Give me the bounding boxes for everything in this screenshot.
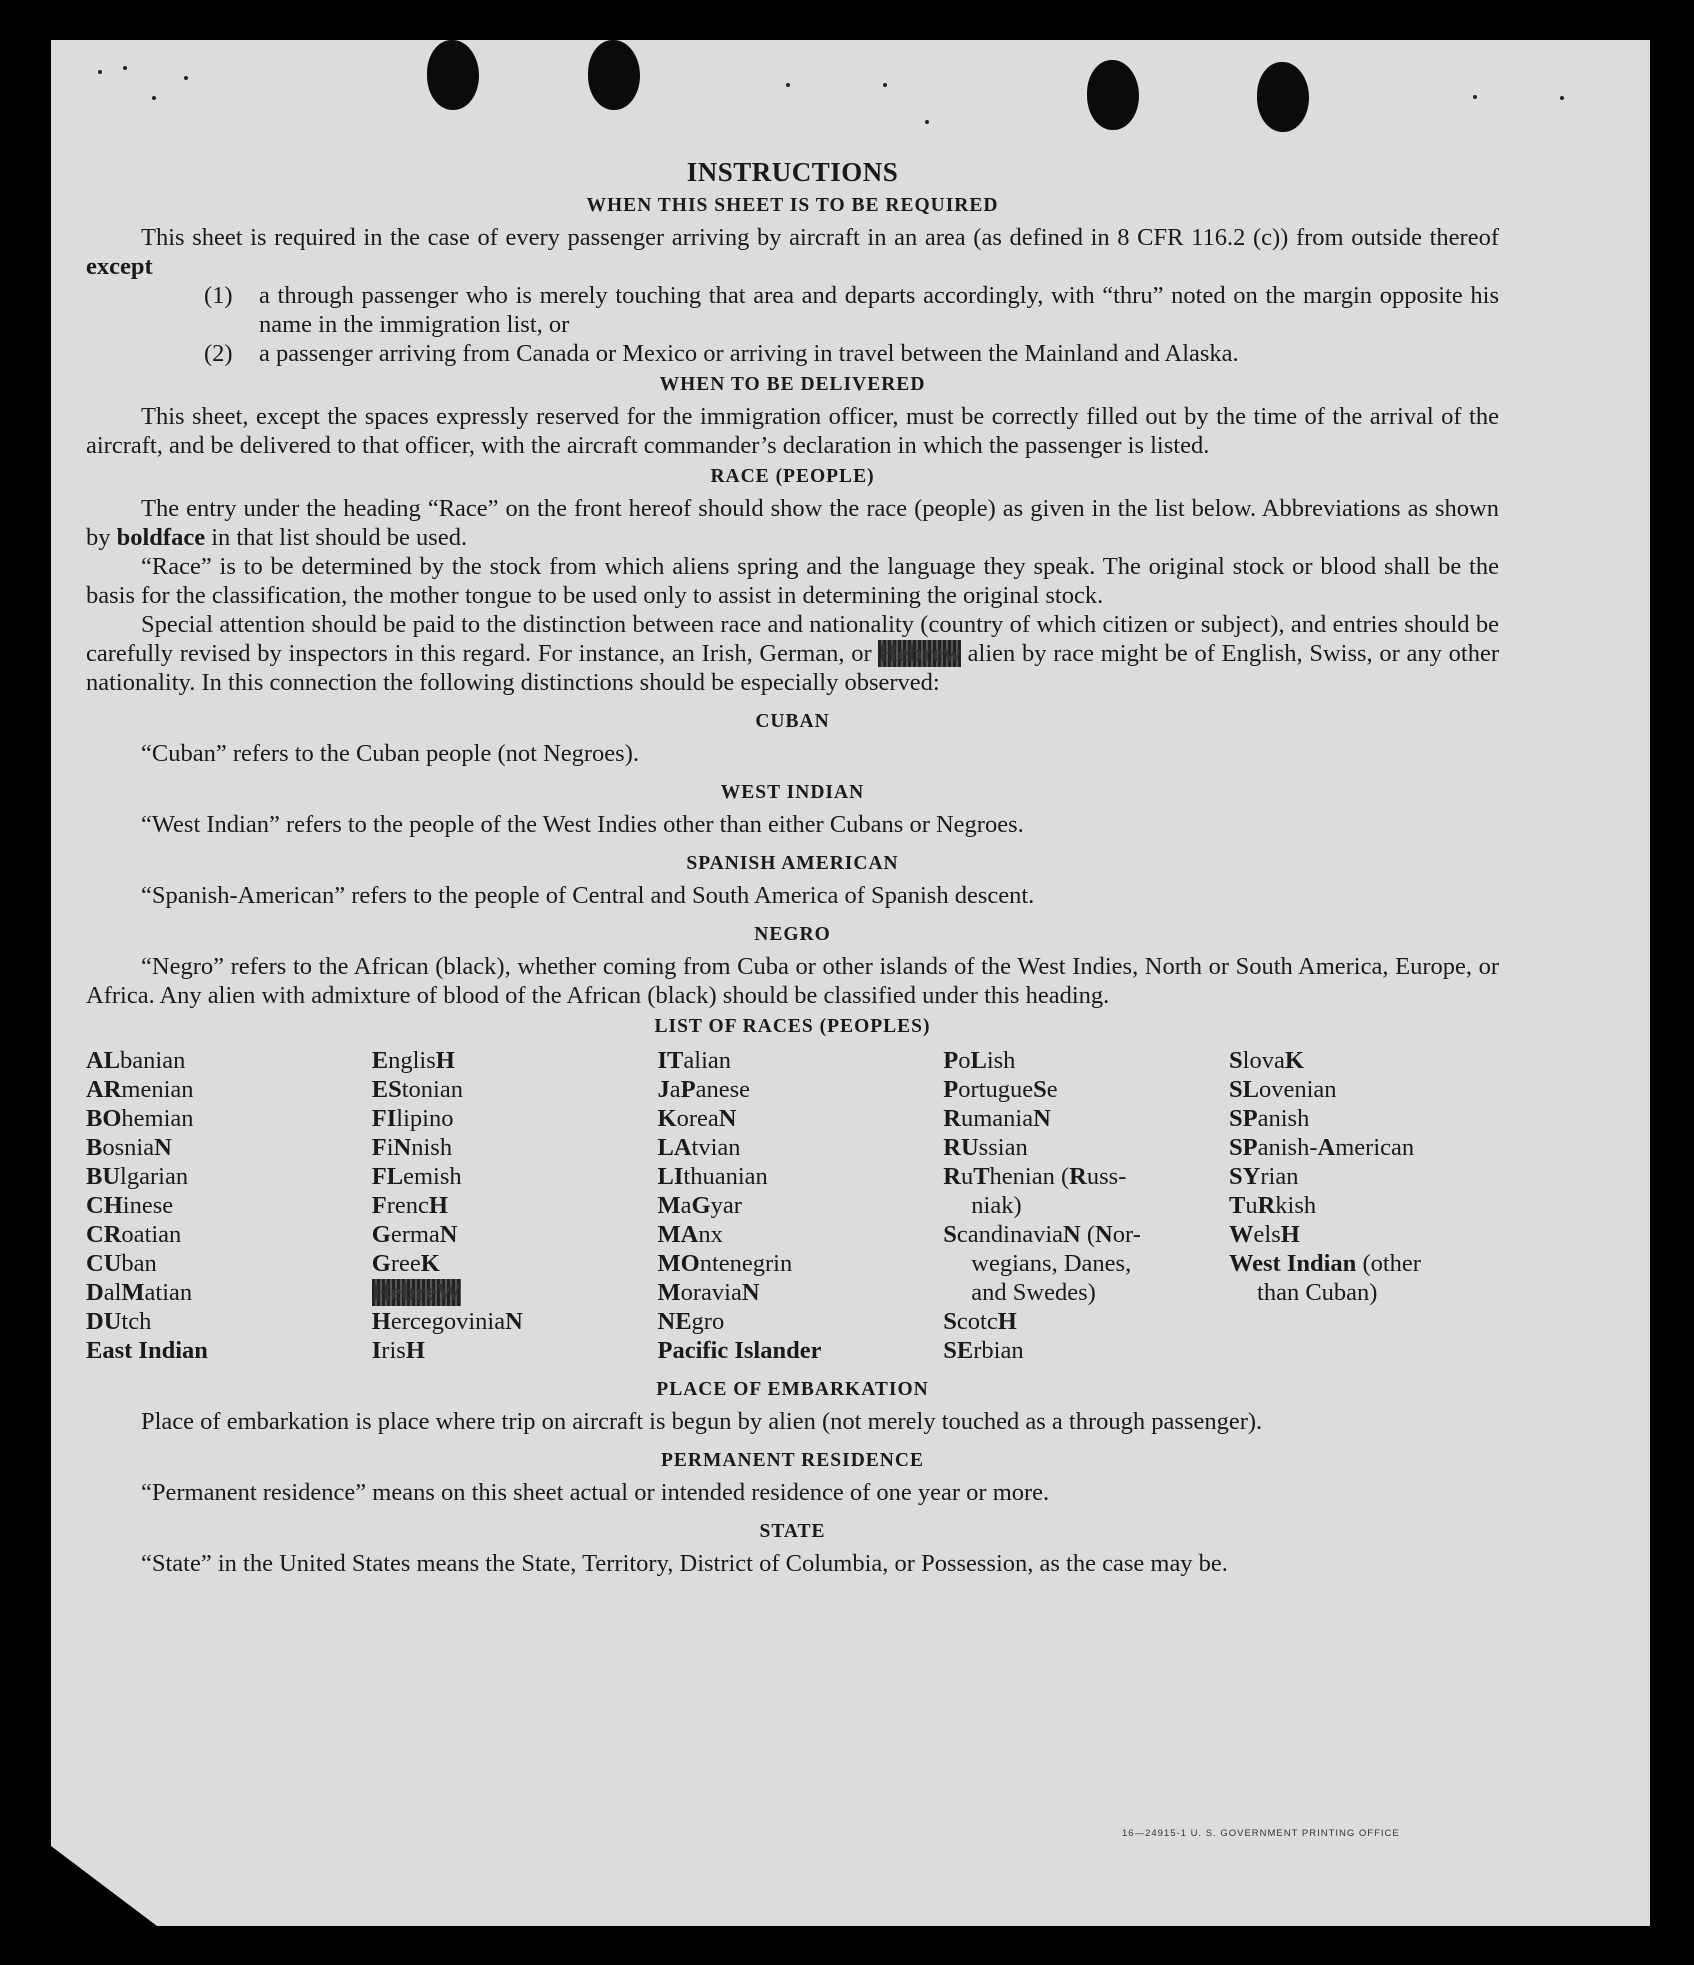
paragraph: “Negro” refers to the African (black), whether coming from Cuba or other islands of the West Indies, North or South America, Europe, or Africa. Any alien with admixture of blood of the African (black) should be classified under this heading. [86, 953, 1499, 1009]
race-entry: RuThenian (Russ- [943, 1163, 1127, 1190]
section-heading: WEST INDIAN [720, 782, 865, 803]
race-entry: LIthuanian [657, 1163, 768, 1190]
race-entry: Pacific Islander [657, 1337, 822, 1364]
section-heading: NEGRO [754, 924, 831, 945]
punch-hole [1087, 60, 1139, 130]
race-column [1229, 1046, 1499, 1365]
race-entry: JaPanese [657, 1076, 751, 1103]
paragraph: This sheet is required in the case of every passenger arriving by aircraft in an area (as defined in 8 CFR 116.2 (c)) from outside thereof except [86, 224, 1499, 280]
paragraph: “State” in the United States means the State, Territory, District of Columbia, or Possession, as the case may be. [141, 1550, 1228, 1577]
race-column [943, 1046, 1213, 1365]
punch-hole [1257, 62, 1309, 132]
race-entry: RumaniaN [943, 1105, 1051, 1132]
struck-word: Hebrew [878, 640, 961, 667]
race-entry: GermaN [371, 1221, 458, 1248]
race-entry: FIlipino [371, 1105, 454, 1132]
section-heading: WHEN TO BE DELIVERED [659, 374, 926, 395]
paragraph: Special attention should be paid to the distinction between race and nationality (country of which citizen or subject), and entries should be carefully revised by inspectors in this regard. For instance, an Irish, German, or Hebrew alien by race might be of English, Swiss, or any other nationality. In this connection the following distinctions should be especially observed: [86, 611, 1499, 696]
paragraph: The entry under the heading “Race” on the front hereof should show the race (people) as given in the list below. Abbreviations as shown by boldface in that list should be used. [86, 495, 1499, 551]
race-entry: CRoatian [86, 1221, 182, 1248]
race-column [658, 1046, 928, 1365]
section-heading: PLACE OF EMBARKATION [656, 1379, 929, 1400]
race-entry: CUban [86, 1250, 157, 1277]
race-entry: West Indian (other [1229, 1250, 1421, 1277]
race-entry: HebreW [371, 1279, 462, 1306]
list-item: (1) a through passenger who is merely touching that area and departs accordingly, with “thru” noted on the margin opposite his name in the immigration list, or [204, 282, 1499, 338]
speck [925, 120, 929, 124]
speck [1473, 95, 1477, 99]
race-entry: and Swedes) [971, 1279, 1096, 1306]
race-entry: PortugueSe [943, 1076, 1058, 1103]
race-entry: MAnx [657, 1221, 723, 1248]
section-heading: STATE [759, 1521, 826, 1542]
punch-hole [588, 40, 640, 110]
section-heading: LIST OF RACES (PEOPLES) [654, 1016, 931, 1037]
race-entry: BOhemian [86, 1105, 194, 1132]
race-list [86, 1046, 1499, 1365]
section-heading: CUBAN [755, 711, 830, 732]
race-entry: WelsH [1229, 1221, 1300, 1248]
instructions-content [86, 158, 1499, 1578]
speck [786, 83, 790, 87]
speck [98, 70, 102, 74]
race-entry: NEgro [657, 1308, 725, 1335]
paragraph: “Permanent residence” means on this sheet actual or intended residence of one year or more. [141, 1479, 1050, 1506]
print-code: 16—24915-1 U. S. GOVERNMENT PRINTING OFFICE [1122, 1828, 1400, 1839]
race-column [372, 1046, 642, 1365]
race-entry: ScandinaviaN (Nor- [943, 1221, 1141, 1248]
speck [152, 96, 156, 100]
section-heading: WHEN THIS SHEET IS TO BE REQUIRED [586, 195, 999, 216]
page-title: INSTRUCTIONS [686, 157, 899, 187]
race-entry: MoraviaN [657, 1279, 760, 1306]
race-entry: East Indian [86, 1337, 208, 1364]
race-entry: PoLish [943, 1047, 1016, 1074]
race-entry: SLovenian [1229, 1076, 1337, 1103]
race-entry: than Cuban) [1257, 1279, 1378, 1306]
list-item: (2) a passenger arriving from Canada or Mexico or arriving in travel between the Mainland and Alaska. [204, 340, 1239, 367]
race-entry: FiNnish [371, 1134, 453, 1161]
race-entry: BUlgarian [86, 1163, 189, 1190]
race-entry: ALbanian [86, 1047, 186, 1074]
race-entry: wegians, Danes, [971, 1250, 1132, 1277]
race-entry: TuRkish [1229, 1192, 1317, 1219]
race-entry: GreeK [371, 1250, 440, 1277]
race-entry: FLemish [371, 1163, 462, 1190]
race-entry: SPanish [1229, 1105, 1310, 1132]
race-entry: MOntenegrin [657, 1250, 793, 1277]
race-entry: MaGyar [657, 1192, 742, 1219]
race-column [86, 1046, 356, 1365]
race-entry: HercegoviniaN [371, 1308, 523, 1335]
race-entry: CHinese [86, 1192, 174, 1219]
race-entry: FrencH [371, 1192, 448, 1219]
paragraph: “Spanish-American” refers to the people of Central and South America of Spanish descent. [141, 882, 1035, 909]
race-entry: RUssian [943, 1134, 1028, 1161]
paragraph: Place of embarkation is place where trip on aircraft is begun by alien (not merely touched as a through passenger). [141, 1408, 1263, 1435]
race-entry: IrisH [371, 1337, 425, 1364]
section-heading: SPANISH AMERICAN [686, 853, 899, 874]
race-entry: EnglisH [371, 1047, 455, 1074]
race-entry: SPanish-American [1229, 1134, 1415, 1161]
race-entry: LAtvian [657, 1134, 741, 1161]
speck [123, 66, 127, 70]
race-entry: ITalian [657, 1047, 732, 1074]
race-entry: SYrian [1229, 1163, 1299, 1190]
race-entry: niak) [971, 1192, 1022, 1219]
paragraph: This sheet, except the spaces expressly reserved for the immigration officer, must be correctly filled out by the time of the arrival of the aircraft, and be delivered to that officer, with the aircraft commander’s declaration in which the passenger is listed. [86, 403, 1499, 459]
race-entry: BosniaN [86, 1134, 172, 1161]
race-entry: EStonian [371, 1076, 463, 1103]
section-heading: PERMANENT RESIDENCE [661, 1450, 924, 1471]
race-entry: KoreaN [657, 1105, 737, 1132]
paragraph: “Cuban” refers to the Cuban people (not Negroes). [141, 740, 639, 767]
speck [184, 76, 188, 80]
speck [883, 83, 887, 87]
punch-hole [427, 40, 479, 110]
speck [1560, 96, 1564, 100]
race-entry: SlovaK [1229, 1047, 1304, 1074]
section-heading: RACE (PEOPLE) [710, 466, 875, 487]
race-entry: DUtch [86, 1308, 152, 1335]
race-entry: SErbian [943, 1337, 1024, 1364]
race-entry: ScotcH [943, 1308, 1017, 1335]
race-entry: DalMatian [86, 1279, 193, 1306]
paragraph: “West Indian” refers to the people of the West Indies other than either Cubans or Negroes. [141, 811, 1024, 838]
paragraph: “Race” is to be determined by the stock from which aliens spring and the language they speak. The original stock or blood shall be the basis for the classification, the mother tongue to be used only to assist in determining the original stock. [86, 553, 1499, 609]
race-entry: ARmenian [86, 1076, 194, 1103]
